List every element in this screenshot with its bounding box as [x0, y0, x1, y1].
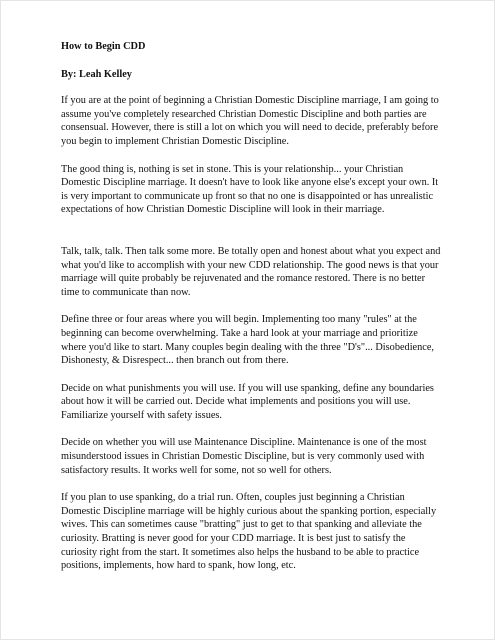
paragraph-intro: If you are at the point of beginning a Christian Domestic Discipline marriage, I am going to assume you've completely researched Christian Domestic Discipline and both parties are consensual. However, there is still a lot on which you will need to decide, preferably before you begin to implement Christian Domestic Discipline. [61, 95, 439, 147]
document-body [61, 40, 441, 587]
paragraph-define-areas: Define three or four areas where you will begin. Implementing too many "rules" at the beginning can become overwhelming. Take a hard look at your marriage and prioritize where you'd like to start. Many couples begin dealing with the three "D's"... Disobedience, Dishonesty, & Disrespect... then branch out from there. [61, 314, 434, 367]
paragraph-nothing-set-in-stone: The good thing is, nothing is set in stone. This is your relationship... your Christian Domestic Discipline marriage. It doesn't have to look like anyone else's except your own. It is very important to communicate up front so that no one is disappointed or has unrealistic expectations of how Christian Domestic Discipline will look in their marriage. [61, 163, 439, 216]
paragraph-punishments: Decide on what punishments you will use. If you will use spanking, define any boundaries about how it will be carried out. Decide what implements and positions you will use. Familiarize yourself with safety issues. [61, 382, 434, 421]
document-title: How to Begin CDD [61, 41, 146, 52]
author-line: By: Leah Kelley [61, 68, 132, 80]
paragraph-maintenance: Decide on whether you will use Maintenance Discipline. Maintenance is one of the most misunderstood issues in Christian Domestic Discipline, but is very commonly used with satisfactory results. It works well for some, not so well for others. [61, 437, 427, 476]
paragraph-talk: Talk, talk, talk. Then talk some more. Be totally open and honest about what you expect and what you'd like to accomplish with your new CDD relationship. The good news is that your marriage will quite probably be rejuvenated and the romance restored. There is no better time to communicate than now. [61, 245, 441, 298]
paragraph-trial-run: If you plan to use spanking, do a trial run. Often, couples just beginning a Christian Domestic Discipline marriage will be highly curious about the spanking portion, especially wives. This can sometimes cause "bratting" just to get to that spanking and alleviate the curiosity. Bratting is never good for your CDD marriage. It is best just to satisfy the curiosity right from the start. It sometimes also helps the husband to be able to practice positions, implements, how hard to spank, how long, etc. [61, 492, 437, 572]
